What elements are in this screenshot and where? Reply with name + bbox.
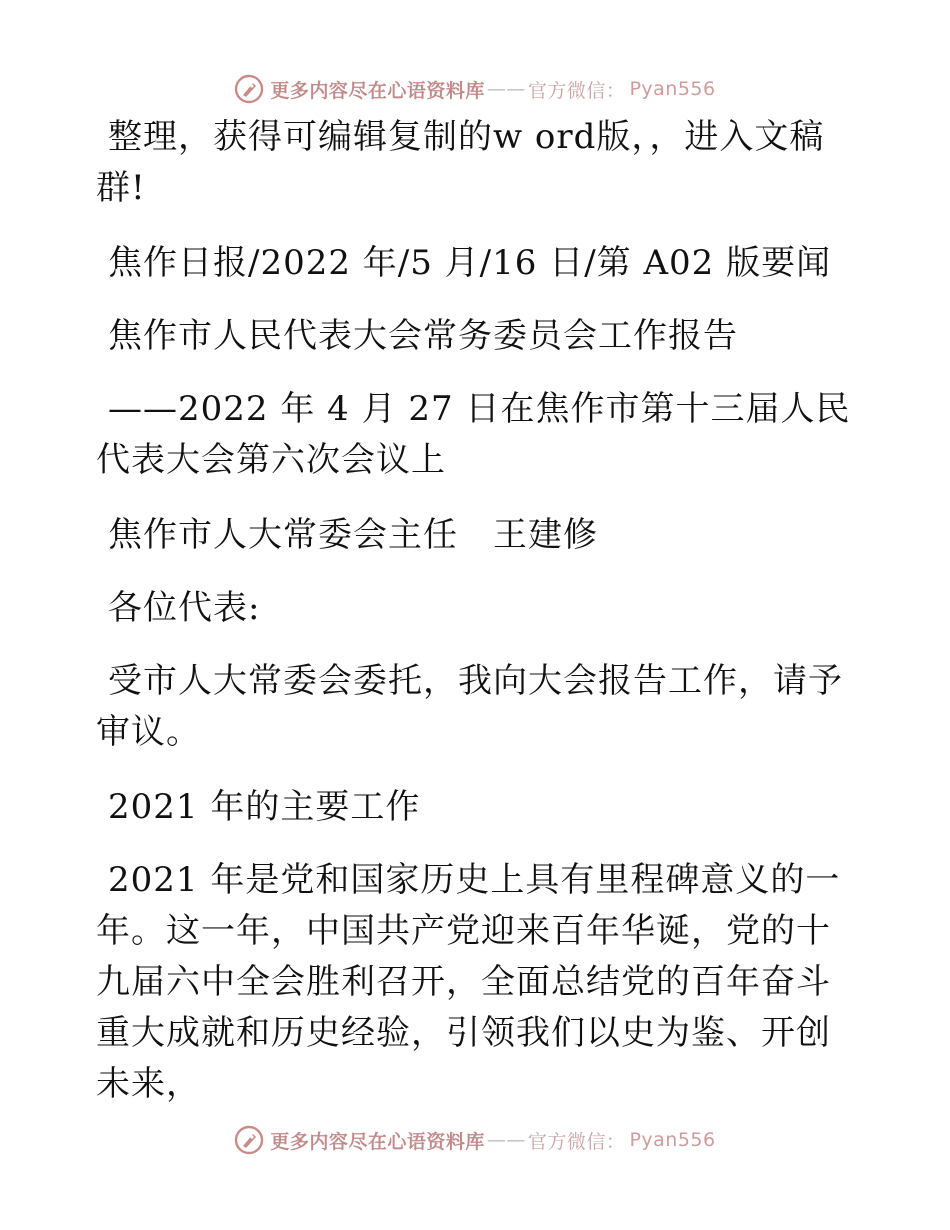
document-subtitle: ——2022 年 4 月 27 日在焦作市第十三届人民代表大会第六次会议上	[96, 389, 851, 480]
body-paragraph: 2021 年是党和国家历史上具有里程碑意义的一年。这一年，中国共产党迎来百年华诞，党的十九届六中全会胜利召开，全面总结党的百年奋斗重大成就和历史经验，引领我们以史为鉴、开创未来，	[96, 860, 841, 1104]
watermark-separator: ——	[486, 78, 526, 100]
document-body	[96, 112, 856, 1134]
section-heading: 2021 年的主要工作	[108, 787, 421, 827]
watermark-official-label: 官方微信：	[527, 1130, 626, 1153]
watermark-brand: 更多内容尽在心语资料库	[270, 1130, 485, 1153]
watermark-official-label: 官方微信：	[527, 79, 626, 102]
opening-paragraph: 受市人大常委会委托，我向大会报告工作，请予审议。	[96, 661, 843, 752]
pen-nib-logo-icon	[234, 74, 264, 104]
intro-paragraph: 整理，获得可编辑复制的w ord版，，进入文稿群!	[96, 117, 825, 208]
watermark-wechat-id: Pyan556	[629, 1129, 716, 1151]
salutation: 各位代表:	[108, 588, 261, 628]
header-watermark	[0, 71, 950, 107]
author-line: 焦作市人大常委会主任 王建修	[108, 515, 598, 555]
watermark-brand: 更多内容尽在心语资料库	[270, 79, 485, 102]
pen-nib-logo-icon	[234, 1125, 264, 1155]
document-title: 焦作市人民代表大会常务委员会工作报告	[108, 316, 738, 356]
footer-watermark	[0, 1122, 950, 1158]
watermark-wechat-id: Pyan556	[629, 78, 716, 100]
source-line: 焦作日报/2022 年/5 月/16 日/第 A02 版要闻	[108, 243, 832, 283]
watermark-separator: ——	[486, 1129, 526, 1151]
